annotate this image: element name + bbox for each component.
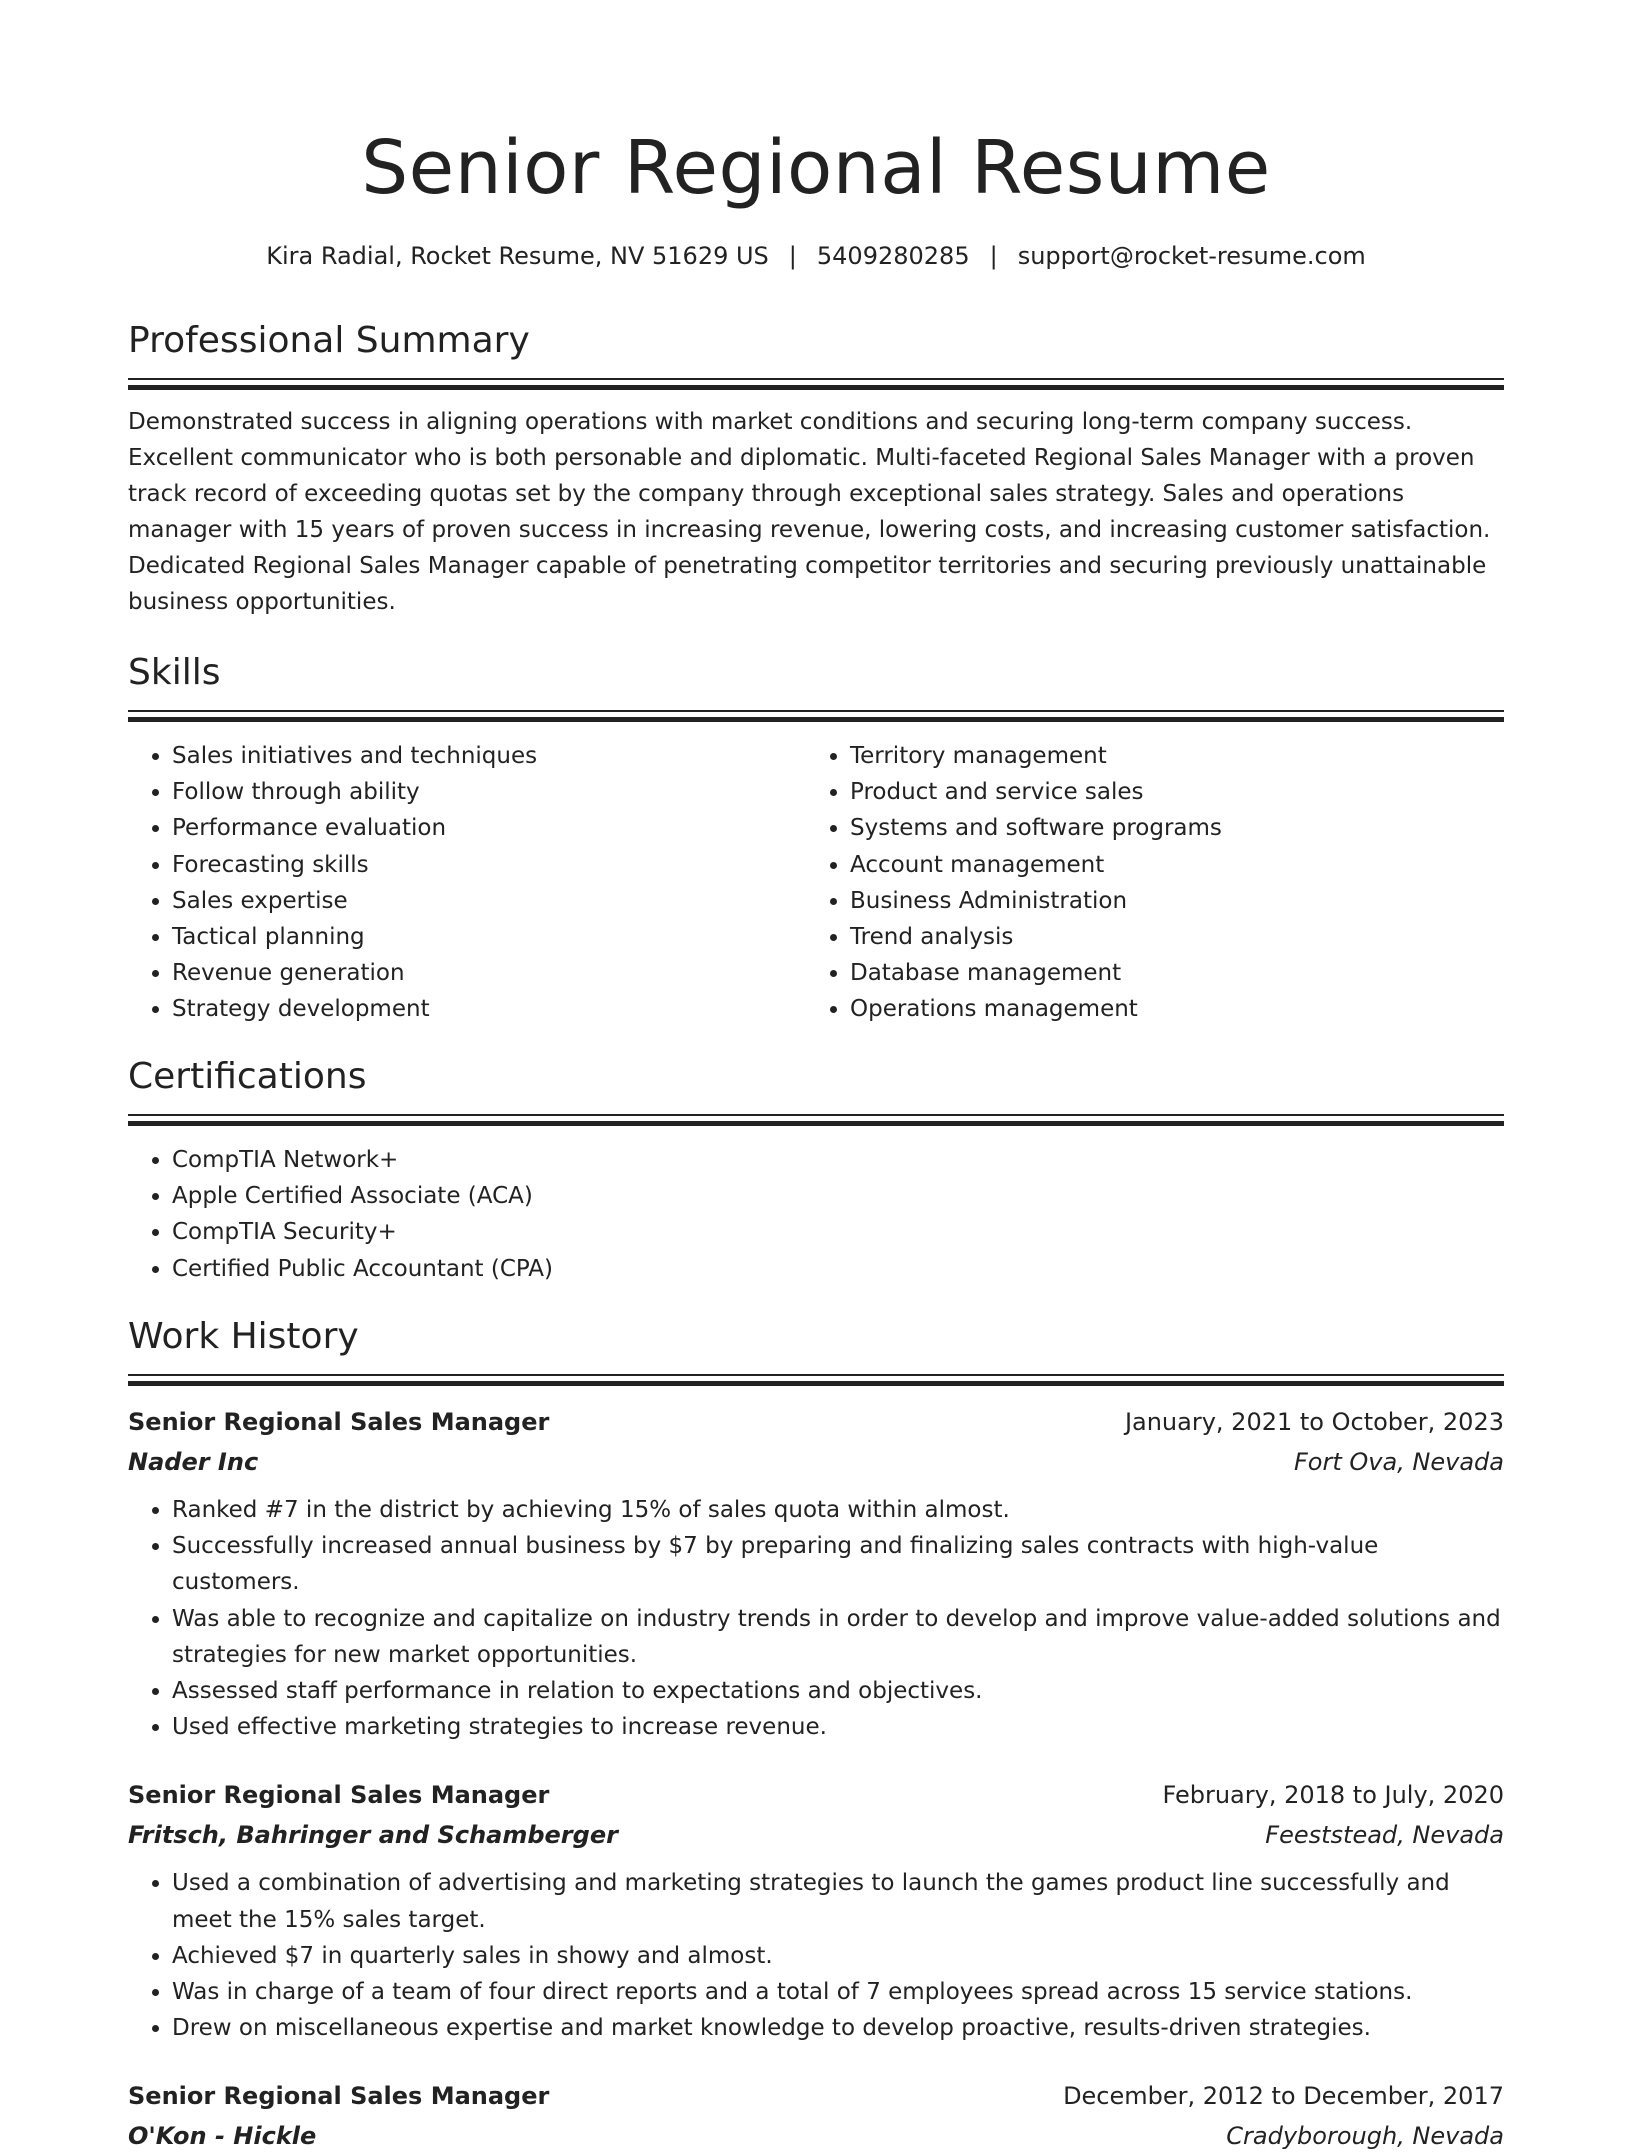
skill-item: • Trend analysis: [850, 919, 1484, 955]
section-divider: [128, 1114, 1504, 1126]
skill-item: • Systems and software programs: [850, 810, 1484, 846]
job-dates: January, 2021 to October, 2023: [1124, 1408, 1504, 1436]
job-bullet: • Used a combination of advertising and marketing strategies to launch the games product line successfully and meet the 15% sales target.: [172, 1865, 1504, 1937]
skill-item: • Follow through ability: [172, 774, 806, 810]
skill-item: • Product and service sales: [850, 774, 1484, 810]
job-bullets: [128, 1865, 1504, 2046]
contact-phone: 5409280285: [816, 242, 970, 270]
job-company: Fritsch, Bahringer and Schamberger: [128, 1821, 618, 1850]
job-company: O'Kon - Hickle: [128, 2122, 317, 2151]
job-entry: [128, 2076, 1504, 2156]
skill-item: • Revenue generation: [172, 955, 806, 991]
job-title: Senior Regional Sales Manager: [128, 2082, 550, 2111]
contact-separator: |: [788, 242, 797, 270]
job-title: Senior Regional Sales Manager: [128, 1781, 550, 1810]
work-history-section: [128, 1312, 1504, 2156]
contact-separator: |: [989, 242, 998, 270]
skill-item: • Operations management: [850, 991, 1484, 1027]
job-bullet: • Achieved $7 in quarterly sales in showy and almost.: [172, 1938, 1504, 1974]
certifications-list: [128, 1142, 1504, 1287]
certification-item: • Certified Public Accountant (CPA): [172, 1251, 1504, 1287]
skill-item: • Territory management: [850, 738, 1484, 774]
job-bullet: • Was able to recognize and capitalize on industry trends in order to develop and improve value-added solutions and strategies for new market opportunities.: [172, 1601, 1504, 1673]
job-dates: February, 2018 to July, 2020: [1162, 1781, 1504, 1810]
skill-item: • Performance evaluation: [172, 810, 806, 846]
section-divider: [128, 378, 1504, 390]
skills-column-left: [128, 738, 806, 1028]
job-dates: December, 2012 to December, 2017: [1063, 2082, 1504, 2111]
skill-item: • Account management: [850, 847, 1484, 883]
job-entry: [128, 1402, 1504, 1745]
certifications-heading: Certifications: [128, 1056, 367, 1097]
job-bullet: • Assessed staff performance in relation to expectations and objectives.: [172, 1673, 1504, 1709]
job-company-row: [128, 1442, 1504, 1482]
resume-title: Senior Regional Resume: [361, 125, 1271, 211]
contact-email[interactable]: support@rocket-resume.com: [1017, 242, 1366, 270]
skill-item: • Forecasting skills: [172, 847, 806, 883]
contact-line: [128, 238, 1504, 274]
section-divider: [128, 1374, 1504, 1386]
summary-section: [128, 316, 1504, 620]
skills-list-left: [128, 738, 806, 1028]
skill-item: • Business Administration: [850, 883, 1484, 919]
certification-item: • CompTIA Network+: [172, 1142, 1504, 1178]
contact-address: Kira Radial, Rocket Resume, NV 51629 US: [266, 242, 769, 270]
certification-item: • CompTIA Security+: [172, 1214, 1504, 1250]
skill-item: • Sales expertise: [172, 883, 806, 919]
job-company-row: [128, 2116, 1504, 2156]
job-entry: [128, 1775, 1504, 2046]
work-history-heading: Work History: [128, 1316, 359, 1357]
skill-item: • Sales initiatives and techniques: [172, 738, 806, 774]
certification-item: • Apple Certified Associate (ACA): [172, 1178, 1504, 1214]
summary-text: Demonstrated success in aligning operations with market conditions and securing long-term company success. Excellent communicator who is both personable and diplomatic. Multi-faceted Regional Sales Manager with a proven track record of exceeding quotas set by the company through exceptional sales strategy. Sales and operations manager with 15 years of proven success in increasing revenue, lowering costs, and increasing customer satisfaction. Dedicated Regional Sales Manager capable of penetrating competitor territories and securing previously unattainable business opportunities.: [128, 409, 1491, 615]
skills-column-right: [806, 738, 1484, 1028]
job-bullet: • Ranked #7 in the district by achieving 15% of sales quota within almost.: [172, 1492, 1504, 1528]
skills-heading: Skills: [128, 652, 221, 693]
section-divider: [128, 710, 1504, 722]
summary-heading: Professional Summary: [128, 320, 530, 361]
job-location: Fort Ova, Nevada: [1293, 1448, 1504, 1476]
skill-item: • Database management: [850, 955, 1484, 991]
certifications-section: [128, 1052, 1504, 1287]
job-title: Senior Regional Sales Manager: [128, 1408, 550, 1436]
skills-columns: [128, 738, 1504, 1028]
job-location: Cradyborough, Nevada: [1226, 2122, 1504, 2151]
skills-section: [128, 648, 1504, 1028]
job-header-row: [128, 2076, 1504, 2116]
job-location: Feeststead, Nevada: [1265, 1821, 1504, 1850]
job-company: Nader Inc: [128, 1448, 259, 1476]
job-header-row: [128, 1402, 1504, 1442]
job-company-row: [128, 1815, 1504, 1855]
skill-item: • Strategy development: [172, 991, 806, 1027]
skills-list-right: [806, 738, 1484, 1028]
job-bullets: [128, 1492, 1504, 1745]
job-bullet: • Drew on miscellaneous expertise and market knowledge to develop proactive, results-driven strategies.: [172, 2010, 1504, 2046]
job-bullet: • Used effective marketing strategies to increase revenue.: [172, 1709, 1504, 1745]
skill-item: • Tactical planning: [172, 919, 806, 955]
job-header-row: [128, 1775, 1504, 1815]
job-bullet: • Was in charge of a team of four direct reports and a total of 7 employees spread across 15 service stations.: [172, 1974, 1504, 2010]
job-bullet: • Successfully increased annual business by $7 by preparing and finalizing sales contracts with high-value customers.: [172, 1528, 1504, 1600]
